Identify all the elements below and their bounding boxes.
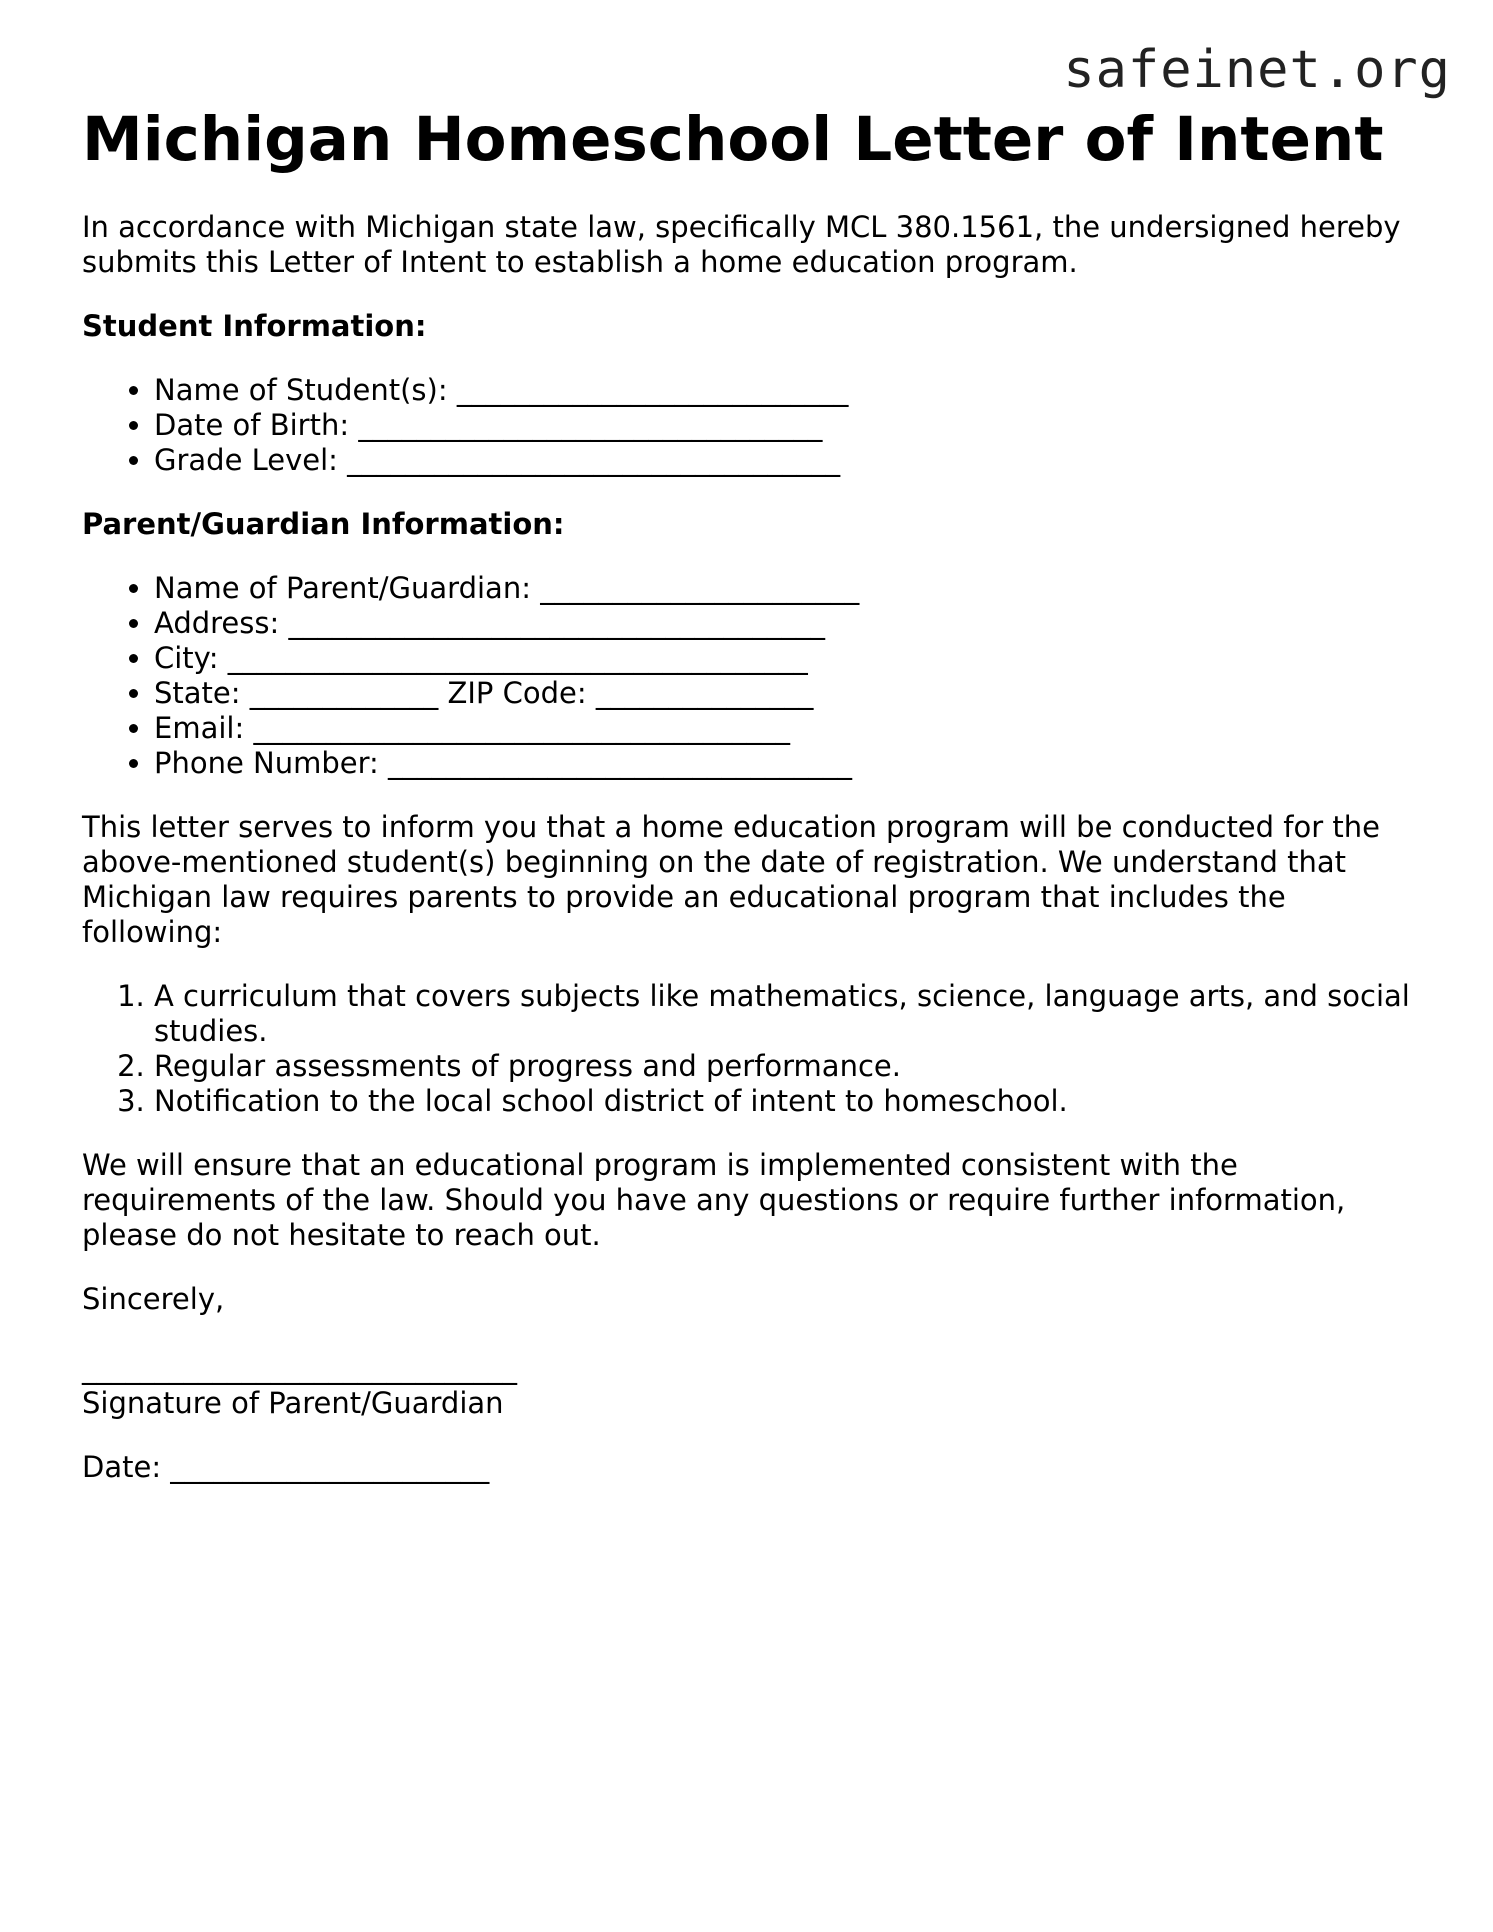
parent-fields-list [82, 571, 1422, 781]
document-title: Michigan Homeschool Letter of Intent [82, 104, 1384, 175]
requirement-item: 3. Notification to the local school district of intent to homeschool. [154, 1084, 1422, 1119]
date-field: Date: ______________________ [82, 1450, 490, 1484]
parent-section-heading: Parent/Guardian Information: [82, 507, 565, 541]
intro-paragraph: In accordance with Michigan state law, specifically MCL 380.1561, the undersigned hereby submits this Letter of Intent to establish a home education program. [82, 210, 1401, 279]
body-paragraph: This letter serves to inform you that a home education program will be conducted for the above-mentioned student(s) beginning on the date of registration. We understand that Michigan law requires parents to provide an educational program that includes the following: [82, 810, 1380, 949]
closing-paragraph: We will ensure that an educational program is implemented consistent with the requirements of the law. Should you have any questions or require further information, please do not hesitate to reach out. [82, 1148, 1346, 1252]
student-fields-list [82, 373, 1422, 478]
watermark: safeinet.org [1063, 40, 1451, 100]
requirement-item: 1. A curriculum that covers subjects like mathematics, science, language arts, and social studies. [154, 979, 1422, 1049]
email-field: • Email: _____________________________________ [154, 711, 1422, 746]
signature-blank: ______________________________ [82, 1351, 517, 1385]
student-section-heading: Student Information: [82, 309, 427, 343]
state-zip-field: • State: _____________ ZIP Code: _______________ [154, 676, 1422, 711]
parent-name-field: • Name of Parent/Guardian: ______________________ [154, 571, 1422, 606]
student-name-field: • Name of Student(s): ___________________________ [154, 373, 1422, 408]
document-page [82, 104, 1422, 1485]
student-grade-field: • Grade Level: __________________________________ [154, 443, 1422, 478]
signature-label: Signature of Parent/Guardian [82, 1386, 504, 1420]
city-field: • City: ________________________________________ [154, 641, 1422, 676]
student-dob-field: • Date of Birth: ________________________________ [154, 408, 1422, 443]
phone-field: • Phone Number: ________________________________ [154, 746, 1422, 781]
address-field: • Address: _____________________________________ [154, 606, 1422, 641]
requirement-item: 2. Regular assessments of progress and performance. [154, 1049, 1422, 1084]
requirements-list [82, 979, 1422, 1119]
sincerely-text: Sincerely, [82, 1282, 225, 1316]
